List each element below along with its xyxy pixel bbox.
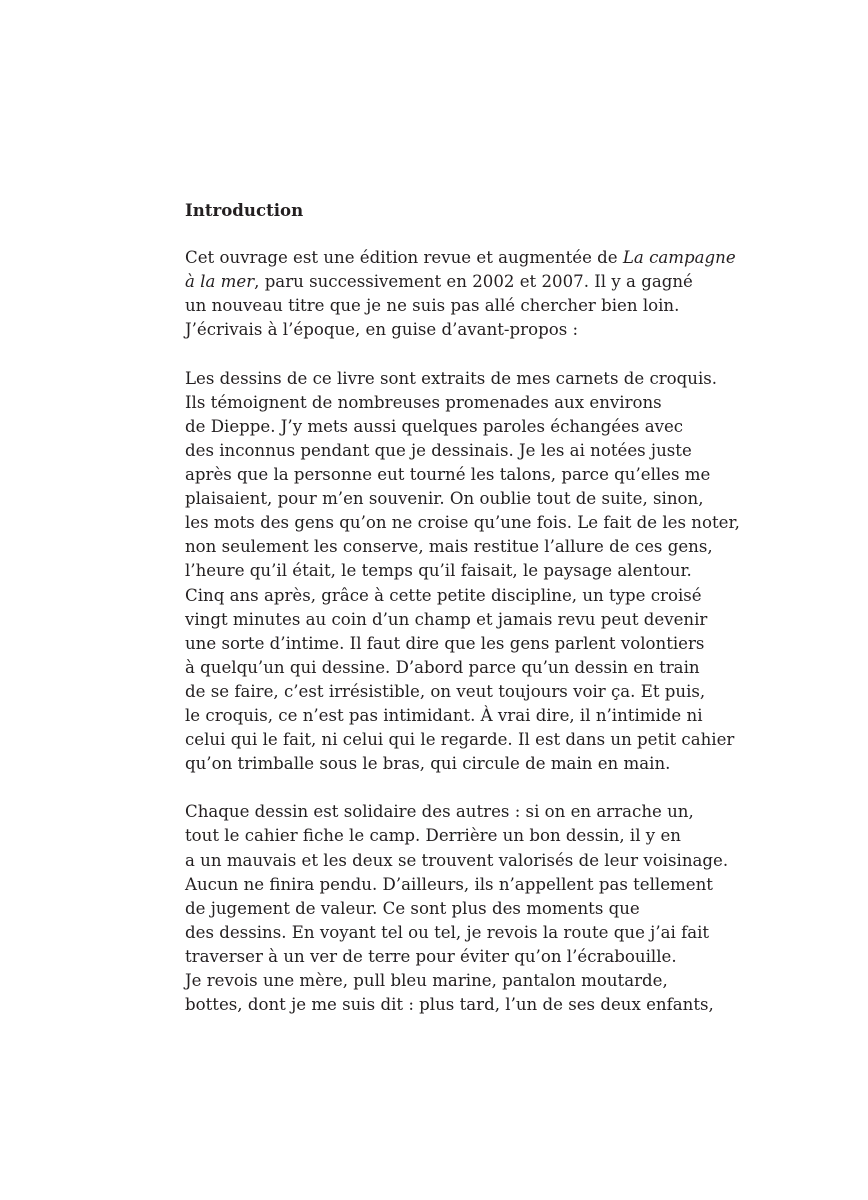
line-text: une sorte d’intime. Il faut dire que les gens parlent volontiers <box>185 633 705 653</box>
paragraph <box>185 800 825 1017</box>
text-line <box>185 656 825 680</box>
paragraph-gap <box>185 343 825 367</box>
line-text: Aucun ne finira pendu. D’ailleurs, ils n’appellent pas tellement <box>185 874 713 894</box>
text-line <box>185 487 825 511</box>
text-line <box>185 559 825 583</box>
line-text: Je revois une mère, pull bleu marine, pantalon moutarde, <box>185 971 668 990</box>
line-text: de jugement de valeur. Ce sont plus des moments que <box>185 898 640 918</box>
text-line <box>185 945 825 969</box>
text-line <box>185 318 825 342</box>
line-text: , paru successivement en 2002 et 2007. Il y a gagné <box>254 272 693 292</box>
line-text: de se faire, c’est irrésistible, on veut toujours voir ça. Et puis, <box>185 681 706 701</box>
book-title-italic: à la mer <box>185 272 255 292</box>
text-line <box>185 680 825 704</box>
text-line <box>185 584 825 608</box>
heading-spacer <box>185 222 825 246</box>
text-line <box>185 391 825 415</box>
line-text: le croquis, ce n’est pas intimidant. À vrai dire, il n’intimide ni <box>185 705 703 725</box>
paragraph <box>185 246 825 342</box>
body-text <box>185 246 825 1017</box>
line-text: des dessins. En voyant tel ou tel, je revois la route que j’ai fait <box>185 922 710 942</box>
section-heading: Introduction <box>185 200 304 220</box>
paragraph-gap <box>185 776 825 800</box>
text-block <box>185 198 825 1017</box>
line-text: un nouveau titre que je ne suis pas allé chercher bien loin. <box>185 296 680 316</box>
text-line <box>185 608 825 632</box>
line-text: a un mauvais et les deux se trouvent valorisés de leur voisinage. <box>185 850 729 870</box>
line-text: Ils témoignent de nombreuses promenades aux environs <box>185 392 662 412</box>
text-line <box>185 897 825 921</box>
text-line <box>185 873 825 897</box>
text-line <box>185 704 825 728</box>
line-text: vingt minutes au coin d’un champ et jamais revu peut devenir <box>185 609 708 629</box>
text-line <box>185 824 825 848</box>
text-line <box>185 535 825 559</box>
line-text: traverser à un ver de terre pour éviter qu’on l’écrabouille. <box>185 946 677 966</box>
line-text: de Dieppe. J’y mets aussi quelques paroles échangées avec <box>185 416 684 436</box>
line-text: à quelqu’un qui dessine. D’abord parce qu’un dessin en train <box>185 657 700 677</box>
line-text: l’heure qu’il était, le temps qu’il faisait, le paysage alentour. <box>185 561 692 581</box>
text-line <box>185 993 825 1017</box>
line-text: plaisaient, pour m’en souvenir. On oublie tout de suite, sinon, <box>185 489 704 509</box>
line-text: les mots des gens qu’on ne croise qu’une fois. Le fait de les noter, <box>185 513 740 533</box>
text-line <box>185 246 825 270</box>
line-text: des inconnus pendant que je dessinais. Je les ai notées juste <box>185 440 692 460</box>
line-text: non seulement les conserve, mais restitue l’allure de ces gens, <box>185 537 713 557</box>
line-text: qu’on trimballe sous le bras, qui circule de main en main. <box>185 754 671 774</box>
text-line <box>185 367 825 391</box>
text-line <box>185 511 825 535</box>
text-line <box>185 921 825 945</box>
text-line <box>185 270 825 294</box>
line-text: Chaque dessin est solidaire des autres : si on en arrache un, <box>185 802 694 822</box>
line-text: Cet ouvrage est une édition revue et augmentée de <box>185 248 623 268</box>
line-text: Les dessins de ce livre sont extraits de mes carnets de croquis. <box>185 368 718 388</box>
text-line <box>185 969 825 993</box>
text-line <box>185 294 825 318</box>
text-line <box>185 632 825 656</box>
line-text: celui qui le fait, ni celui qui le regarde. Il est dans un petit cahier <box>185 730 735 750</box>
book-title-italic: La campagne <box>622 248 736 268</box>
paragraph <box>185 367 825 777</box>
line-text: tout le cahier fiche le camp. Derrière un bon dessin, il y en <box>185 826 681 846</box>
text-line <box>185 439 825 463</box>
text-line <box>185 800 825 824</box>
text-line <box>185 752 825 776</box>
text-line <box>185 463 825 487</box>
text-line <box>185 415 825 439</box>
text-line <box>185 728 825 752</box>
line-text: après que la personne eut tourné les talons, parce qu’elles me <box>185 465 711 485</box>
line-text: Cinq ans après, grâce à cette petite discipline, un type croisé <box>185 585 702 605</box>
text-line <box>185 849 825 873</box>
line-text: bottes, dont je me suis dit : plus tard, l’un de ses deux enfants, <box>185 995 714 1015</box>
line-text: J’écrivais à l’époque, en guise d’avant-propos : <box>185 320 579 340</box>
